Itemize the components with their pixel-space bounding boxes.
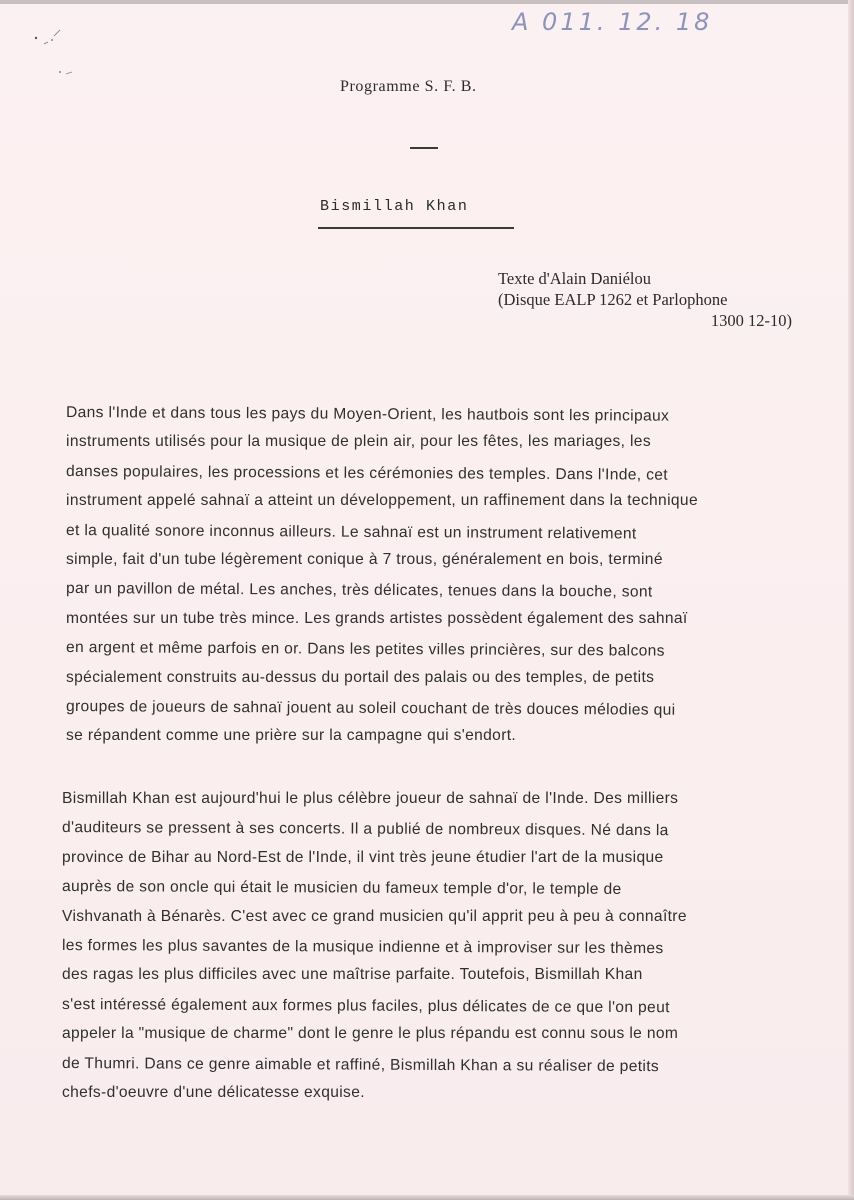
paragraph-biography: [62, 784, 822, 1107]
text-line: simple, fait d'un tube légèrement conique à 7 trous, généralement en bois, terminé: [66, 551, 663, 569]
text-line: s'est intéressé également aux formes plus faciles, plus délicates de ce que l'on peut: [61, 995, 670, 1017]
text-line: par un pavillon de métal. Les anches, très délicates, tenues dans la bouche, sont: [65, 580, 653, 602]
text-line: d'auditeurs se pressent à ses concerts. Il a publié de nombreux disques. Né dans la: [61, 819, 669, 840]
credits-record: (Disque EALP 1262 et Parlophone: [498, 290, 728, 309]
credits-block: [498, 268, 798, 331]
page-edge-bottom: [0, 1195, 854, 1200]
text-line: instruments utilisés pour la musique de plein air, pour les fêtes, les mariages, les: [66, 433, 651, 451]
text-line: instrument appelé sahnaï a atteint un développement, un raffinement dans la technique: [66, 492, 698, 510]
archive-reference-number: A 011. 12. 18: [512, 8, 713, 36]
text-line: les formes les plus savantes de la musique indienne et à improviser sur les thèmes: [61, 937, 664, 958]
title-underline: [318, 227, 514, 229]
paragraph-intro: [66, 398, 818, 751]
page-edge-right: [848, 0, 854, 1200]
credits-catalog: 1300 12-10): [710, 311, 792, 330]
text-line: en argent et même parfois en or. Dans les petites villes princières, sur des balcons: [65, 639, 665, 660]
text-line: de Thumri. Dans ce genre aimable et raffiné, Bismillah Khan a su réaliser de petits: [61, 1054, 660, 1075]
text-line: Vishvanath à Bénarès. C'est avec ce grand musicien qu'il apprit peu à peu à connaître: [62, 907, 687, 925]
document-title: Bismillah Khan: [320, 198, 469, 215]
text-line: Dans l'Inde et dans tous les pays du Moyen-Orient, les hautbois sont les principaux: [65, 404, 670, 425]
text-line: province de Bihar au Nord-Est de l'Inde, il vint très jeune étudier l'art de la musique: [62, 848, 664, 866]
text-line: et la qualité sonore inconnus ailleurs. Le sahnaï est un instrument relativement: [65, 521, 637, 543]
page-edge-top: [0, 0, 854, 4]
text-line: montées sur un tube très mince. Les grands artistes possèdent également des sahnaï: [66, 609, 688, 627]
text-line: groupes de joueurs de sahnaï jouent au soleil couchant de très douces mélodies qui: [65, 698, 676, 719]
text-line: Bismillah Khan est aujourd'hui le plus célèbre joueur de sahnaï de l'Inde. Des milliers: [62, 790, 679, 807]
text-line: se répandent comme une prière sur la campagne qui s'endort.: [66, 727, 517, 745]
scan-specks: [30, 24, 80, 84]
heading-separator: [410, 147, 438, 149]
text-line: danses populaires, les processions et les cérémonies des temples. Dans l'Inde, cet: [65, 462, 669, 484]
text-line: appeler la "musique de charme" dont le genre le plus répandu est connu sous le nom: [62, 1025, 679, 1043]
credits-author: Texte d'Alain Daniélou: [498, 269, 652, 288]
text-line: auprès de son oncle qui était le musicien du fameux temple d'or, le temple de: [61, 878, 622, 899]
program-heading: Programme S. F. B.: [340, 78, 477, 95]
text-line: spécialement construits au-dessus du portail des palais ou des temples, de petits: [66, 668, 655, 686]
text-line: des ragas les plus difficiles avec une maîtrise parfaite. Toutefois, Bismillah Khan: [62, 966, 643, 984]
text-line: chefs-d'oeuvre d'une délicatesse exquise.: [62, 1084, 365, 1102]
